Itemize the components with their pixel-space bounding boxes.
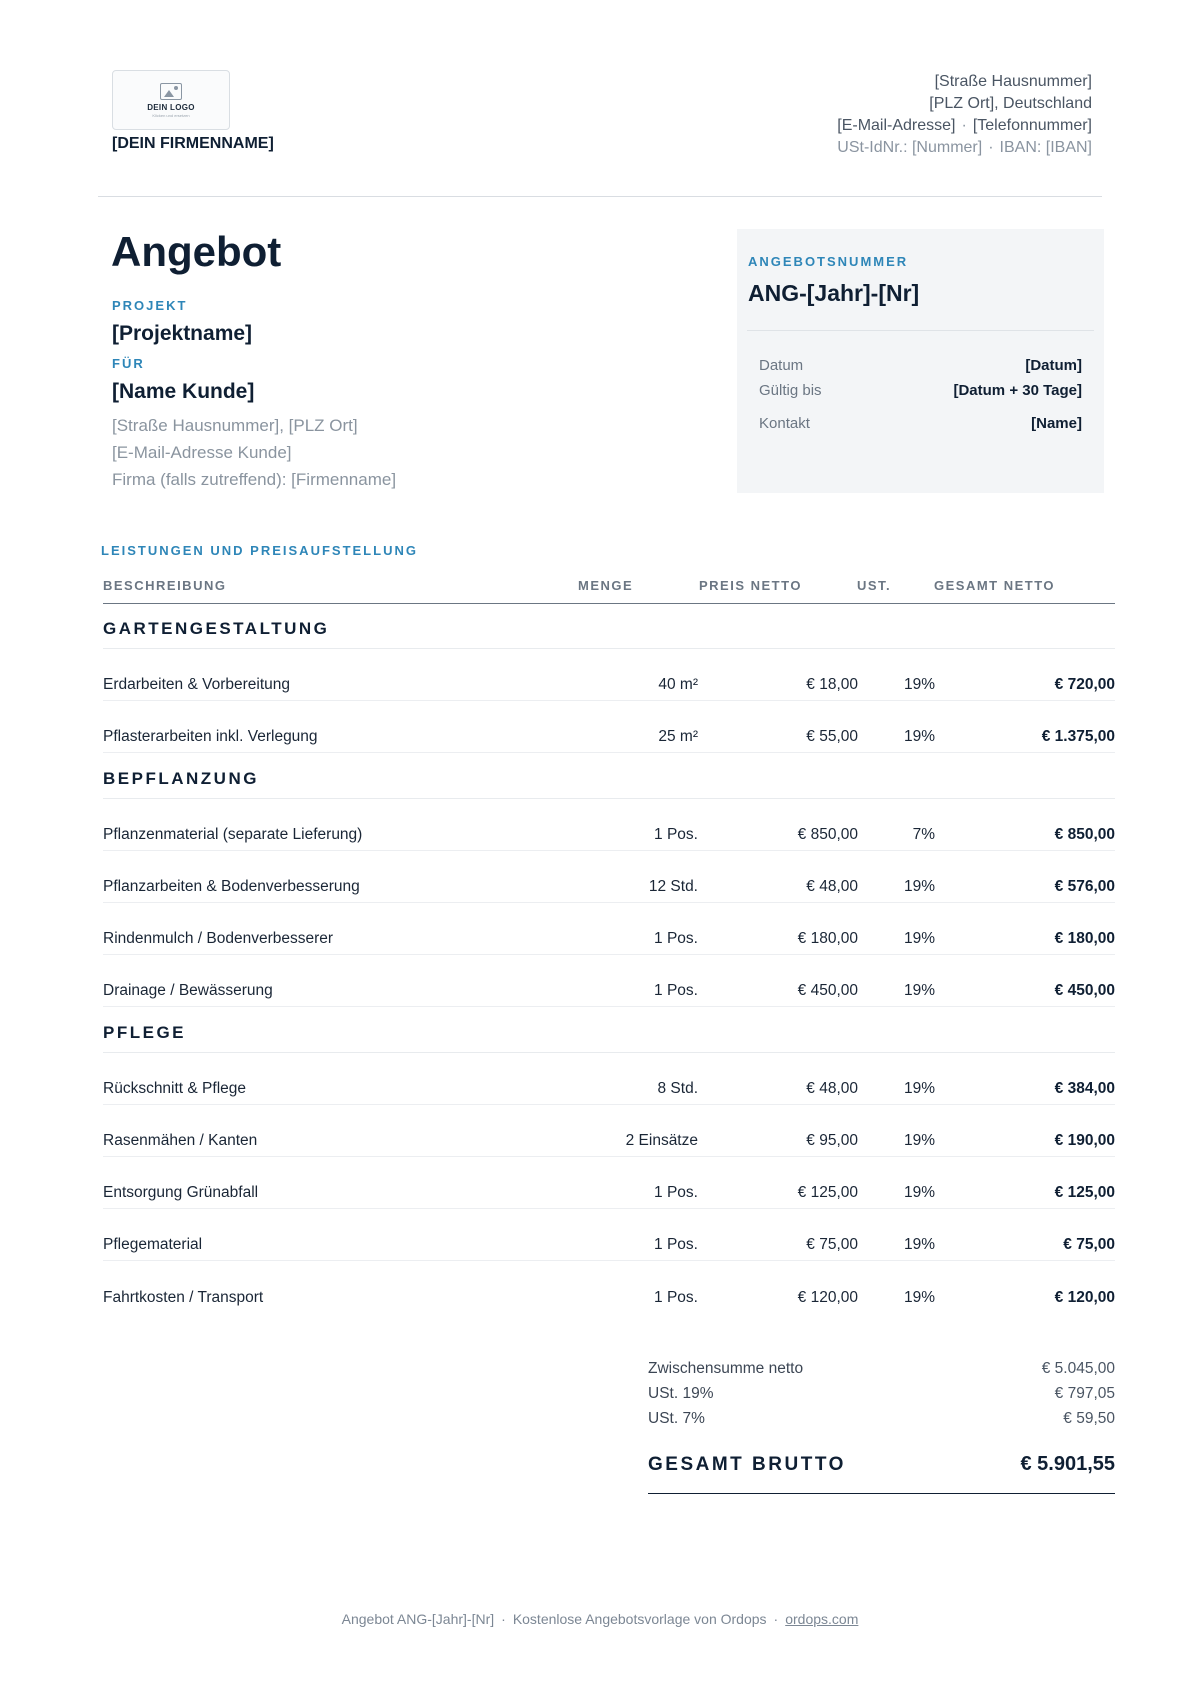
row-total: € 450,00 <box>1054 982 1115 999</box>
row-vat: 19% <box>903 1080 935 1097</box>
row-total: € 850,00 <box>1054 826 1115 843</box>
table-row <box>103 799 1115 851</box>
client-details <box>112 412 396 493</box>
table-row <box>103 1209 1115 1261</box>
row-description: Pflegematerial <box>103 1236 203 1253</box>
info-value: [Datum + 30 Tage] <box>953 382 1082 399</box>
row-vat: 19% <box>903 676 935 693</box>
row-quantity: 25 m² <box>658 728 698 745</box>
separator-dot: · <box>773 1611 779 1627</box>
group-header <box>103 605 1115 649</box>
footer-note: Kostenlose Angebotsvorlage von Ordops <box>512 1611 767 1627</box>
footer-link[interactable]: ordops.com <box>785 1611 859 1627</box>
image-icon <box>160 83 182 100</box>
row-quantity: 8 Std. <box>657 1080 698 1097</box>
row-price: € 55,00 <box>806 728 858 745</box>
info-divider <box>747 330 1094 331</box>
client-company: Firma (falls zutreffend): [Firmenname] <box>112 470 397 489</box>
table-row <box>103 1105 1115 1157</box>
client-label: FÜR <box>112 356 145 371</box>
row-quantity: 1 Pos. <box>654 1184 698 1201</box>
row-vat: 19% <box>903 1132 935 1149</box>
vat7-label: USt. 7% <box>648 1410 705 1427</box>
grand-total-row <box>648 1452 1115 1494</box>
row-price: € 18,00 <box>806 676 858 693</box>
row-quantity: 1 Pos. <box>654 930 698 947</box>
offer-info-box <box>737 229 1104 493</box>
row-quantity: 40 m² <box>658 676 698 693</box>
sender-city: [PLZ Ort], Deutschland <box>929 95 1092 112</box>
row-vat: 19% <box>903 1236 935 1253</box>
vat7-row <box>648 1410 1115 1435</box>
table-header <box>103 578 1115 604</box>
row-total: € 120,00 <box>1054 1289 1115 1306</box>
info-key: Datum <box>759 357 804 374</box>
footer-offer-ref: Angebot ANG-[Jahr]-[Nr] <box>341 1611 495 1627</box>
row-price: € 75,00 <box>806 1236 858 1253</box>
info-key: Gültig bis <box>759 382 822 399</box>
services-section-title: LEISTUNGEN UND PREISAUFSTELLUNG <box>101 543 418 558</box>
row-total: € 125,00 <box>1054 1184 1115 1201</box>
offer-number-label: ANGEBOTSNUMMER <box>748 254 909 269</box>
row-quantity: 12 Std. <box>648 878 698 895</box>
subtotal-row <box>648 1360 1115 1385</box>
row-quantity: 2 Einsätze <box>625 1132 698 1149</box>
table-row <box>103 701 1115 753</box>
separator-dot: · <box>501 1611 506 1627</box>
row-total: € 180,00 <box>1054 930 1115 947</box>
table-row <box>103 1157 1115 1209</box>
row-total: € 190,00 <box>1054 1132 1115 1149</box>
row-total: € 1.375,00 <box>1041 728 1115 745</box>
sender-phone: [Telefonnummer] <box>972 117 1092 134</box>
info-row-contact <box>759 415 1082 432</box>
table-row <box>103 851 1115 903</box>
document-title: Angebot <box>111 228 282 275</box>
row-description: Rasenmähen / Kanten <box>103 1132 258 1149</box>
row-description: Pflanzenmaterial (separate Lieferung) <box>103 826 363 843</box>
row-vat: 19% <box>903 1289 935 1306</box>
row-description: Rückschnitt & Pflege <box>103 1080 247 1097</box>
table-row <box>103 649 1115 701</box>
sender-iban: IBAN: [IBAN] <box>999 139 1092 156</box>
row-total: € 75,00 <box>1063 1236 1115 1253</box>
footer <box>0 1611 1200 1627</box>
info-row-valid-until <box>759 382 1082 399</box>
row-price: € 120,00 <box>797 1289 858 1306</box>
info-value: [Name] <box>1031 415 1082 432</box>
vat19-value: € 797,05 <box>1054 1385 1115 1402</box>
sender-vat-id: USt-IdNr.: [Nummer] <box>837 139 983 156</box>
row-vat: 19% <box>903 1184 935 1201</box>
row-total: € 720,00 <box>1054 676 1115 693</box>
row-description: Drainage / Bewässerung <box>103 982 273 999</box>
row-vat: 19% <box>903 728 935 745</box>
row-vat: 7% <box>912 826 935 843</box>
row-quantity: 1 Pos. <box>654 826 698 843</box>
row-description: Rindenmulch / Bodenverbesserer <box>103 930 334 947</box>
table-row <box>103 955 1115 1007</box>
row-vat: 19% <box>903 982 935 999</box>
row-price: € 850,00 <box>797 826 858 843</box>
group-title: GARTENGESTALTUNG <box>103 619 330 638</box>
vat7-value: € 59,50 <box>1063 1410 1115 1427</box>
row-vat: 19% <box>903 878 935 895</box>
row-price: € 48,00 <box>806 1080 858 1097</box>
client-address: [Straße Hausnummer], [PLZ Ort] <box>112 416 358 435</box>
row-description: Pflasterarbeiten inkl. Verlegung <box>103 728 318 745</box>
separator-dot: · <box>988 139 994 156</box>
totals-block <box>648 1360 1115 1435</box>
client-email: [E-Mail-Adresse Kunde] <box>112 443 292 462</box>
group-title: BEPFLANZUNG <box>103 769 259 788</box>
vat19-label: USt. 19% <box>648 1385 714 1402</box>
sender-street: [Straße Hausnummer] <box>934 73 1092 90</box>
company-name: [DEIN FIRMENNAME] <box>112 135 274 152</box>
subtotal-value: € 5.045,00 <box>1041 1360 1115 1377</box>
row-price: € 48,00 <box>806 878 858 895</box>
row-description: Fahrtkosten / Transport <box>103 1289 264 1306</box>
table-row <box>103 1261 1115 1313</box>
subtotal-label: Zwischensumme netto <box>648 1360 804 1377</box>
info-key: Kontakt <box>759 415 810 432</box>
group-title: PFLEGE <box>103 1023 187 1042</box>
table-row <box>103 903 1115 955</box>
vat19-row <box>648 1385 1115 1410</box>
row-price: € 125,00 <box>797 1184 858 1201</box>
header-divider <box>98 196 1102 197</box>
col-total: GESAMT NETTO <box>934 578 1056 593</box>
row-total: € 576,00 <box>1054 878 1115 895</box>
info-value: [Datum] <box>1025 357 1082 374</box>
table-row <box>103 1053 1115 1105</box>
logo-text: DEIN LOGO <box>147 102 195 112</box>
row-description: Erdarbeiten & Vorbereitung <box>103 676 290 693</box>
row-price: € 95,00 <box>806 1132 858 1149</box>
row-quantity: 1 Pos. <box>654 982 698 999</box>
logo-placeholder[interactable] <box>112 70 230 130</box>
row-vat: 19% <box>903 930 935 947</box>
row-description: Entsorgung Grünabfall <box>103 1184 259 1201</box>
row-price: € 180,00 <box>797 930 858 947</box>
grand-total-value: € 5.901,55 <box>1020 1453 1115 1475</box>
row-quantity: 1 Pos. <box>654 1289 698 1306</box>
grand-total-label: GESAMT BRUTTO <box>648 1454 846 1475</box>
row-quantity: 1 Pos. <box>654 1236 698 1253</box>
group-header <box>103 1009 1115 1053</box>
project-label: PROJEKT <box>112 298 188 313</box>
info-row-date <box>759 357 1082 374</box>
project-name: [Projektname] <box>112 322 253 345</box>
row-price: € 450,00 <box>797 982 858 999</box>
col-quantity: MENGE <box>578 578 634 593</box>
group-header <box>103 755 1115 799</box>
row-total: € 384,00 <box>1054 1080 1115 1097</box>
client-name: [Name Kunde] <box>112 380 255 403</box>
row-description: Pflanzarbeiten & Bodenverbesserung <box>103 878 360 895</box>
col-unit-price: PREIS NETTO <box>699 578 802 593</box>
logo-subtext: Klicken und ersetzen <box>152 112 190 118</box>
col-vat: UST. <box>857 578 892 593</box>
separator-dot: · <box>961 117 967 134</box>
sender-address <box>837 71 1092 159</box>
sender-email: [E-Mail-Adresse] <box>837 117 956 134</box>
col-description: BESCHREIBUNG <box>103 578 227 593</box>
offer-number: ANG-[Jahr]-[Nr] <box>748 280 920 306</box>
